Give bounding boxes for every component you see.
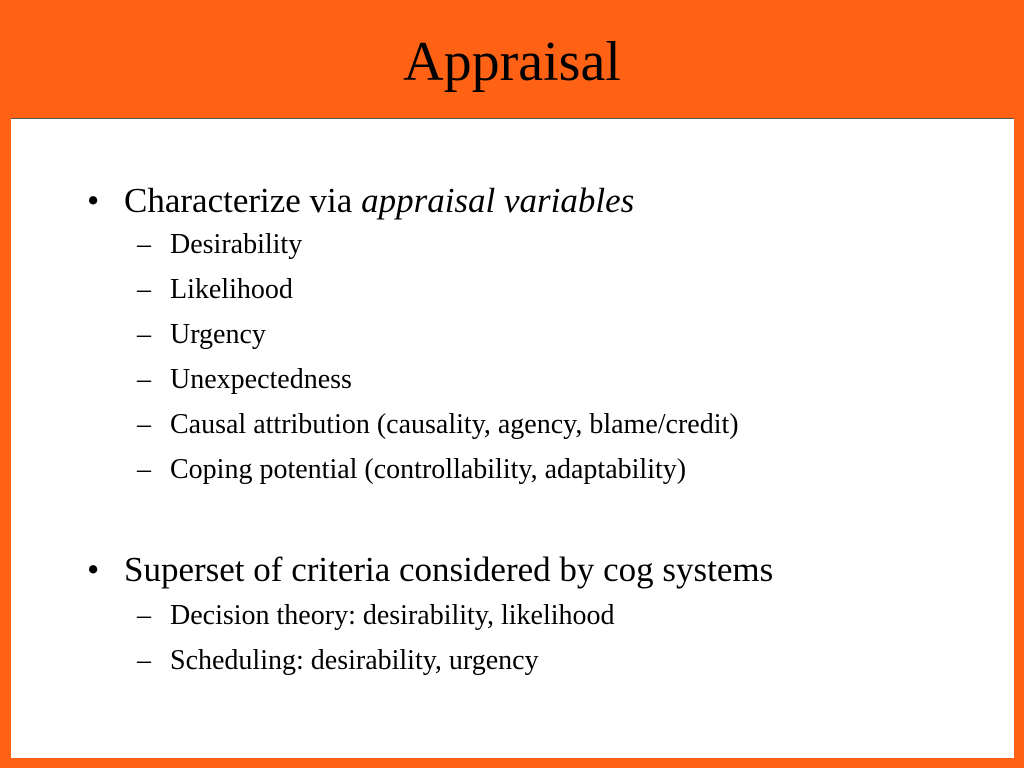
sub-bullet-marker: – [137, 274, 151, 305]
sub-list [11, 222, 1014, 492]
sub-bullet-marker: – [137, 364, 151, 395]
sub-item-text: Decision theory: desirability, likelihood [170, 600, 615, 631]
sub-item [11, 312, 1014, 357]
bullet-text: Characterize via [124, 181, 362, 220]
sub-item-text: Urgency [170, 319, 266, 350]
sub-item [11, 402, 1014, 447]
sub-item [11, 222, 1014, 267]
sub-bullet-marker: – [137, 454, 151, 485]
sub-item-text: Desirability [170, 229, 303, 260]
sub-bullet-marker: – [137, 645, 151, 676]
bullet-group [11, 545, 1014, 683]
sub-item-text: Unexpectedness [170, 364, 352, 395]
bullet-group [11, 176, 1014, 492]
sub-bullet-marker: – [137, 600, 151, 631]
sub-bullet-marker: – [137, 409, 151, 440]
sub-item [11, 593, 1014, 638]
bullet-text: Superset of criteria considered by cog systems [124, 550, 774, 589]
bullet-item [11, 545, 1014, 595]
sub-item [11, 447, 1014, 492]
sub-item-text: Scheduling: desirability, urgency [170, 645, 539, 676]
slide-title: Appraisal [403, 31, 621, 93]
sub-item-text: Causal attribution (causality, agency, blame/credit) [170, 409, 739, 440]
sub-item [11, 267, 1014, 312]
sub-bullet-marker: – [137, 229, 151, 260]
sub-item-text: Coping potential (controllability, adaptability) [170, 454, 687, 485]
bullet-marker: • [87, 550, 100, 589]
sub-item [11, 638, 1014, 683]
sub-list [11, 593, 1014, 683]
content-panel [11, 118, 1014, 758]
sub-bullet-marker: – [137, 319, 151, 350]
bullet-emphasis: appraisal variables [361, 181, 635, 220]
sub-item [11, 357, 1014, 402]
sub-item-text: Likelihood [170, 274, 293, 305]
bullet-item [11, 176, 1014, 226]
bullet-marker: • [87, 181, 100, 220]
